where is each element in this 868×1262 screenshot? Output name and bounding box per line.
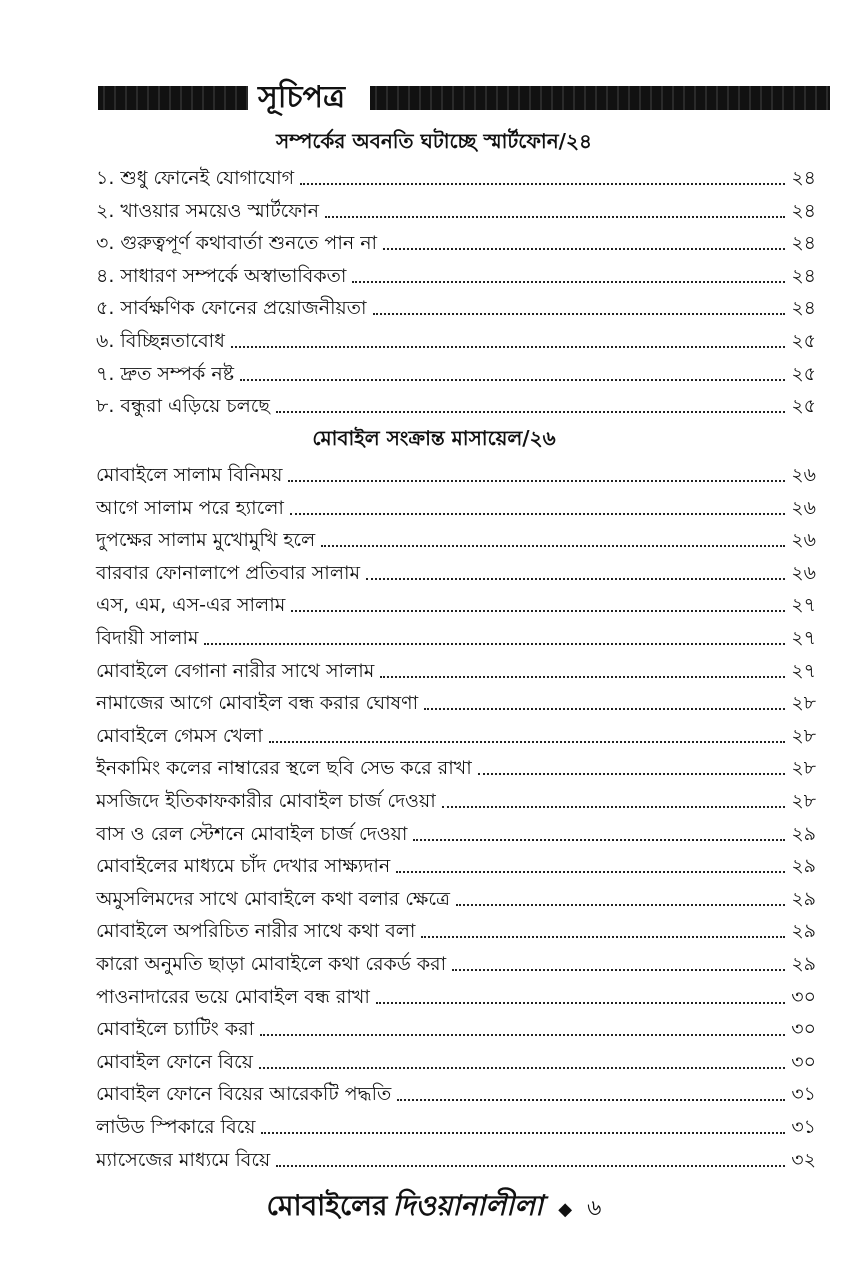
- toc-entry-label: ম্যাসেজের মাধ্যমে বিয়ে: [96, 1148, 271, 1171]
- dot-leader: [321, 544, 785, 547]
- dot-leader: [397, 1098, 785, 1101]
- toc-entry-page: ২৬: [791, 496, 816, 519]
- dot-leader: [325, 215, 785, 218]
- dot-leader: [373, 312, 786, 315]
- toc-entry-page: ২৫: [791, 330, 816, 352]
- toc-entry-page: ২৯: [791, 953, 816, 975]
- toc-entry-page: ২৮: [791, 790, 816, 812]
- toc-entry-label: মোবাইলে বেগানা নারীর সাথে সালাম: [96, 659, 375, 682]
- toc-entry-label: মসজিদে ইতিকাফকারীর মোবাইল চার্জ দেওয়া: [96, 790, 436, 812]
- toc-entry: [96, 290, 816, 322]
- dot-leader: [269, 740, 786, 743]
- toc-entry: [96, 718, 816, 750]
- dot-leader: [276, 410, 785, 413]
- toc-entry: [96, 258, 816, 290]
- dot-leader: [290, 512, 785, 515]
- toc-entry: [96, 783, 816, 815]
- toc-entry-label: ৪. সাধারণ সম্পর্কে অস্বাভাবিকতা: [96, 264, 347, 287]
- toc-entry-label: মোবাইলের মাধ্যমে চাঁদ দেখার সাক্ষ্যদান: [96, 855, 391, 878]
- dot-leader: [276, 1164, 785, 1167]
- toc-entry-page: ২৭: [791, 659, 816, 682]
- toc-entry-page: ২৫: [791, 362, 816, 385]
- toc-entry: [96, 522, 816, 554]
- toc-entry-label: মোবাইলে চ্যাটিং করা: [96, 1018, 255, 1041]
- section-title: মোবাইল সংক্রান্ত মাসায়েল/২৬: [312, 426, 556, 450]
- book-title-stylized: দিওয়ানালীলা: [392, 1189, 544, 1222]
- page-title: সূচিপত্র: [258, 80, 345, 115]
- toc-entry: [96, 881, 816, 913]
- toc-entry-page: ২৭: [791, 594, 816, 617]
- toc-entry-page: ২৬: [791, 561, 816, 584]
- book-title-plain: মোবাইলের: [266, 1189, 388, 1222]
- bullet-icon: ◆: [558, 1199, 573, 1220]
- toc-entry-label: লাউড স্পিকারে বিয়ে: [96, 1116, 256, 1138]
- dot-leader: [380, 675, 785, 678]
- dot-leader: [383, 247, 785, 250]
- dot-leader: [376, 1001, 785, 1004]
- toc-entry-label: বিদায়ী সালাম: [96, 627, 199, 649]
- toc-entry: [96, 1044, 816, 1076]
- toc-entry-label: দুপক্ষের সালাম মুখোমুখি হলে: [96, 529, 316, 552]
- toc-entry-label: পাওনাদারের ভয়ে মোবাইল বন্ধ রাখা: [96, 985, 370, 1008]
- dot-leader: [291, 609, 785, 612]
- toc-entry: [96, 388, 816, 420]
- toc-entry: [96, 555, 816, 587]
- toc-entry-label: ৫. সার্বক্ষণিক ফোনের প্রয়োজনীয়তা: [96, 297, 367, 320]
- toc-entry-label: ২. খাওয়ার সময়েও স্মার্টফোন: [96, 199, 320, 222]
- dot-leader: [452, 968, 785, 971]
- toc-entry: [96, 653, 816, 685]
- toc-entry-page: ২৪: [791, 232, 816, 255]
- toc-entry-label: ৭. দ্রুত সম্পর্ক নষ্ট: [96, 362, 235, 385]
- toc-entry: [96, 160, 816, 192]
- dot-leader: [204, 642, 785, 645]
- toc-entry: [96, 323, 816, 355]
- toc-entry-label: মোবাইলে অপরিচিত নারীর সাথে কথা বলা: [96, 920, 416, 943]
- toc-entry-page: ২৯: [791, 855, 816, 878]
- toc-entry-page: ২৪: [791, 264, 816, 287]
- toc-entry-page: ২৬: [791, 529, 816, 552]
- toc-entry-label: মোবাইলে গেমস খেলা: [96, 724, 263, 747]
- toc-entry-page: ২৫: [791, 395, 816, 418]
- header-decorative-bar-left: [98, 86, 248, 110]
- toc-entry-page: ৩২: [791, 1148, 816, 1171]
- toc-entry-label: নামাজের আগে মোবাইল বন্ধ করার ঘোষণা: [96, 692, 419, 715]
- toc-entry-label: বারবার ফোনালাপে প্রতিবার সালাম: [96, 561, 361, 584]
- page-number: ৬: [587, 1196, 602, 1221]
- toc-entry-page: ২৪: [791, 199, 816, 222]
- toc-entry-label: মোবাইল ফোনে বিয়ের আরেকটি পদ্ধতি: [96, 1083, 392, 1106]
- toc-entry-page: ২৪: [791, 297, 816, 320]
- toc-entry: [96, 620, 816, 652]
- toc-entry: [96, 490, 816, 522]
- toc-entry-page: ২৭: [791, 627, 816, 649]
- toc-entry-page: ৩০: [791, 985, 816, 1008]
- toc-entry-page: ২৯: [791, 920, 816, 943]
- dot-leader: [442, 805, 786, 808]
- toc-entry: [96, 848, 816, 880]
- toc-entry-page: ২৮: [791, 724, 816, 747]
- dot-leader: [366, 577, 785, 580]
- toc-entry-label: ইনকামিং কলের নাম্বারের স্থলে ছবি সেভ করে রাখা: [96, 757, 472, 780]
- toc-entry: [96, 913, 816, 945]
- toc-entry-page: ২৮: [791, 692, 816, 715]
- toc-entry: [96, 225, 816, 257]
- toc-entry: [96, 750, 816, 782]
- dot-leader: [413, 838, 785, 841]
- toc-entry-page: ৩১: [791, 1083, 816, 1106]
- toc-entry-label: বাস ও রেল স্টেশনে মোবাইল চার্জ দেওয়া: [96, 822, 408, 845]
- toc-entry-page: ৩১: [791, 1116, 816, 1138]
- page-footer: [0, 1184, 868, 1231]
- toc-entry: [96, 979, 816, 1011]
- toc-entry-page: ২৯: [791, 887, 816, 910]
- toc-entry-label: কারো অনুমতি ছাড়া মোবাইলে কথা রেকর্ড করা: [96, 953, 447, 975]
- toc-entry-page: ২৮: [791, 757, 816, 780]
- toc-entry-page: ২৪: [791, 167, 816, 189]
- dot-leader: [424, 707, 785, 710]
- toc-entry-label: আগে সালাম পরে হ্যালো: [96, 496, 284, 519]
- toc-entry-label: অমুসলিমদের সাথে মোবাইলে কথা বলার ক্ষেত্রে: [96, 887, 450, 910]
- dot-leader: [396, 870, 785, 873]
- dot-leader: [231, 345, 785, 348]
- dot-leader: [259, 1066, 785, 1069]
- dot-leader: [288, 479, 785, 482]
- dot-leader: [240, 378, 785, 381]
- toc-entry-page: ২৯: [791, 822, 816, 845]
- toc-entry-label: ৬. বিচ্ছিন্নতাবোধ: [96, 330, 225, 352]
- toc-entry: [96, 816, 816, 848]
- toc-entry-page: ২৬: [791, 464, 816, 486]
- dot-leader: [421, 935, 785, 938]
- toc-entry-label: এস, এম, এস-এর সালাম: [96, 594, 286, 617]
- toc-header: [98, 76, 830, 122]
- toc-entry: [96, 587, 816, 619]
- dot-leader: [456, 903, 785, 906]
- toc-entry: [96, 193, 816, 225]
- header-decorative-bar-right: [370, 86, 830, 110]
- toc-entry-page: ৩০: [791, 1050, 816, 1073]
- dot-leader: [261, 1131, 785, 1134]
- toc-entry: [96, 1011, 816, 1043]
- dot-leader: [260, 1033, 785, 1036]
- section-title: সম্পর্কের অবনতি ঘটাচ্ছে স্মার্টফোন/২৪: [276, 129, 592, 153]
- dot-leader: [300, 182, 785, 185]
- toc-entry: [96, 1076, 816, 1108]
- toc-entry-label: ৮. বন্ধুরা এড়িয়ে চলছে: [96, 395, 270, 418]
- toc-entry-label: ১. শুধু ফোনেই যোগাযোগ: [96, 167, 295, 189]
- dot-leader: [352, 280, 785, 283]
- toc-entry-label: ৩. গুরুত্বপূর্ণ কথাবার্তা শুনতে পান না: [96, 232, 378, 255]
- toc-entry: [96, 1109, 816, 1141]
- dot-leader: [478, 772, 786, 775]
- toc-entry: [96, 457, 816, 489]
- toc-entry-label: মোবাইল ফোনে বিয়ে: [96, 1050, 253, 1073]
- toc-entry: [96, 946, 816, 978]
- toc-entry-page: ৩০: [791, 1018, 816, 1041]
- toc-entry: [96, 685, 816, 717]
- toc-entry: [96, 356, 816, 388]
- toc-entry: [96, 1142, 816, 1174]
- toc-entry-label: মোবাইলে সালাম বিনিময়: [96, 464, 283, 486]
